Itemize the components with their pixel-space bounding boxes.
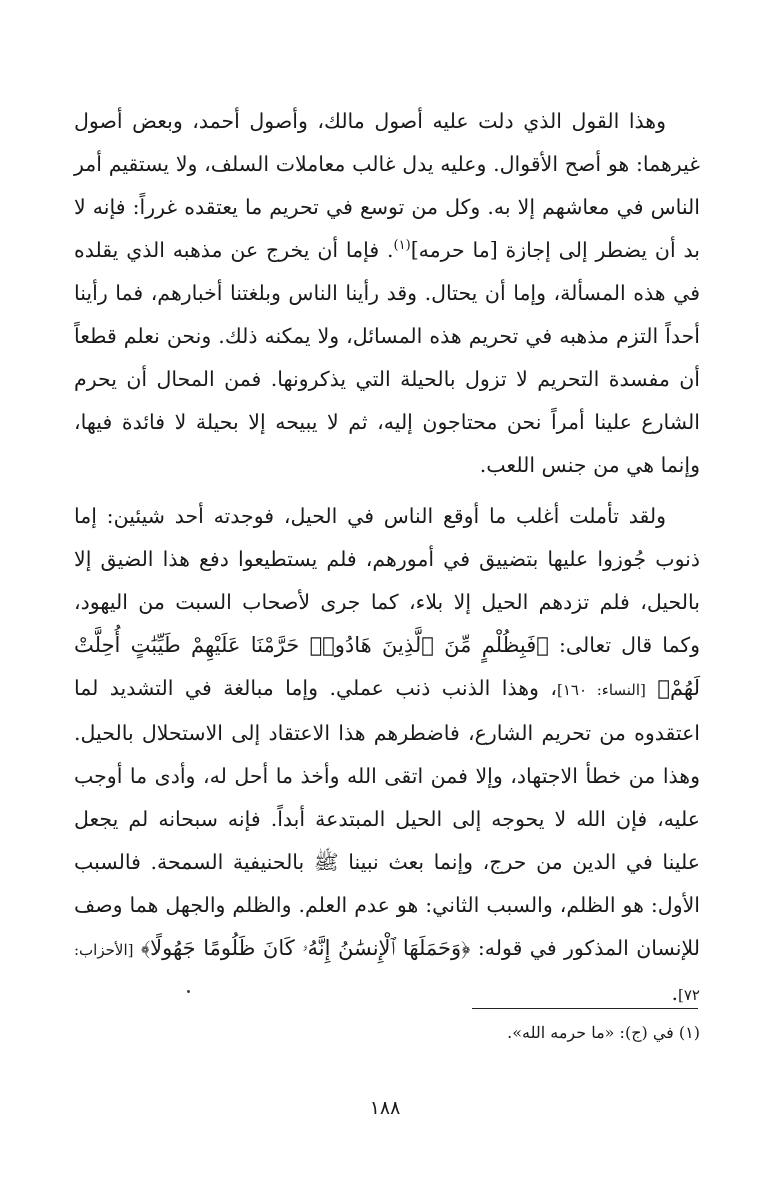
sura-reference-2: [الأحزاب: ٧٢] xyxy=(74,941,700,1004)
main-text xyxy=(74,100,700,1017)
footnote-divider xyxy=(472,1008,698,1009)
paragraph-2 xyxy=(74,495,700,1017)
paragraph-2-text-c: . xyxy=(671,981,679,1005)
footnote: (١) في (ج): «ما حرمه الله». xyxy=(507,1023,700,1042)
paragraph-1-text-a: وهذا القول الذي دلت عليه أصول مالك، وأصول أحمد، وبعض أصول غيرهما: هو أصح الأقوال. وعليه يدل غالب معاملات السلف، ولا يستقيم أمر الناس في معاشهم إلا به. وكل من توسع في تحريم ما يعتقده غرراً: فإنه لا بد أن يضطر إلى إجازة [ما حرمه] xyxy=(74,109,700,262)
quran-verse-2: ﴿وَحَمَلَهَا ٱلْإِنسَٰنُ إِنَّهُۥ كَانَ ظَلُومًا جَهُولًا﴾ xyxy=(140,936,471,960)
sura-reference-1: [النساء: ١٦٠] xyxy=(556,681,646,699)
quran-verse-1: ﴿فَبِظُلْمٍ مِّنَ ٱلَّذِينَ هَادُوا۟ حَرَّمْنَا عَلَيْهِمْ طَيِّبَٰتٍ أُحِلَّتْ لَهُمْ﴾ xyxy=(74,633,700,700)
footnote-marker: (١) xyxy=(393,238,411,254)
page-number: ١٨٨ xyxy=(369,1097,401,1119)
stray-dot xyxy=(187,990,190,993)
paragraph-2-text-b: ، وهذا الذنب ذنب عملي. وإما مبالغة في التشديد لما اعتقدوه من تحريم الشارع، فاضطرهم هذا الاعتقاد إلى الاستحلال بالحيل. وهذا من خطأ الاجتهاد، وإلا فمن اتقى الله وأخذ ما أحل له، وأدى ما أوجب عليه، فإن الله لا يحوجه إلى الحيل المبتدعة أبداً. فإنه سبحانه لم يجعل علينا في الدين من حرج، وإنما بعث نبينا ﷺ بالحنيفية السمحة. فالسبب الأول: هو الظلم، والسبب الثاني: هو عدم العلم. والظلم والجهل هما وصف للإنسان المذكور في قوله: xyxy=(74,676,700,960)
paragraph-1-text-b: . فإما أن يخرج عن مذهبه الذي يقلده في هذه المسألة، وإما أن يحتال. وقد رأينا الناس وبلغتنا أخبارهم، فما رأينا أحداً التزم مذهبه في تحريم هذه المسائل، ولا يمكنه ذلك. ونحن نعلم قطعاً أن مفسدة التحريم لا تزول بالحيلة التي يذكرونها. فمن المحال أن يحرم الشارع علينا أمراً نحن محتاجون إليه، ثم لا يبيحه إلا بحيلة لا فائدة فيها، وإنما هي من جنس اللعب. xyxy=(74,238,700,477)
paragraph-1 xyxy=(74,100,700,487)
paragraph-2-text-a: ولقد تأملت أغلب ما أوقع الناس في الحيل، فوجدته أحد شيئين: إما ذنوب جُوزوا عليها بتضييق في أمورهم، فلم يستطيعوا دفع هذا الضيق إلا بالحيل، فلم تزدهم الحيل إلا بلاء، كما جرى لأصحاب السبت من اليهود، وكما قال تعالى: xyxy=(74,504,701,657)
